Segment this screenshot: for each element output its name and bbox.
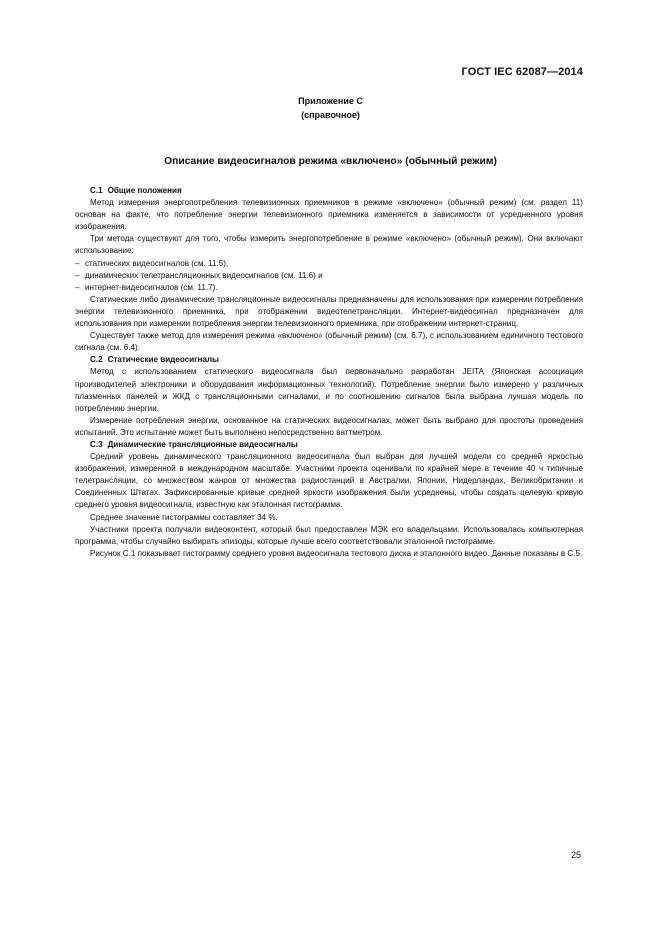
appendix-heading <box>0 94 661 122</box>
paragraph: Существует также метод для измерения режима «включено» (обычный режим) (см. 6.7), с использованием единичного тестового сигнала (см. 6.4). <box>75 331 583 353</box>
section-title: Динамические трансляционные видеосигналы <box>107 439 298 449</box>
section-title: Общие положения <box>107 186 182 195</box>
section-number: С.1 <box>90 186 103 195</box>
page-number: 25 <box>570 850 581 860</box>
paragraph: Рисунок С.1 показывает гистограмму среднего уровня видеосигнала тестового диска и эталонного видео. Данные показаны в С.5. <box>90 548 583 558</box>
paragraph: Средний уровень динамического трансляционного видеосигнала был выбран для лучшей модели со средней яркостью изображения, измеренной в международном масштабе. Участники проекта оценивали по крайней мере в течение 40 ч типичные телетрансляции, со множеством жанров от множества радиостанций в Австралии, Японии, Нидерландах, Великобритании и Соединенных Штатах. Зафиксированные кривые средней яркости изображения были усреднены, чтобы создать целевую кривую среднего уровня видеосигнала, известную как эталонная гистограмма. <box>75 452 583 510</box>
list-item: – интернет-видеосигналов (см. 11.7). <box>75 282 218 292</box>
paragraph: Метод измерения энергопотребления телевизионных приемников в режиме «включено» (обычный режим) (см. раздел 11) основан на факте, что потребление энергии телевизионного приемника изменяется в зависимости от усредненного уровня изображения. <box>75 198 583 232</box>
document-title: Описание видеосигналов режима «включено» (обычный режим) <box>164 156 497 167</box>
paragraph: Среднее значение гистограммы составляет 34 %. <box>90 512 278 522</box>
section-title: Статические видеосигналы <box>107 355 219 365</box>
list-item: – динамических телетрансляционных видеосигналов (см. 11.6) и <box>75 270 323 280</box>
appendix-title: Приложение С <box>298 96 363 106</box>
section-heading-c2 <box>75 354 583 366</box>
paragraph: Участники проекта получали видеоконтент, который был предоставлен МЭК его владельцами. Использовалась компьютерная программа, чтобы случайно выбирать эпизоды, которые лучше всего соответствовали эталонной гистограмме. <box>75 524 583 546</box>
paragraph: Измерение потребления энергии, основанное на статических видеосигналах, может быть выбрано для простоты проведения испытаний. Это испытание может быть выполнено непосредственно ваттметром. <box>75 415 583 437</box>
list-item: – статических видеосигналов (см. 11.5), <box>75 258 229 268</box>
appendix-subtitle: (справочное) <box>301 110 360 120</box>
paragraph: Метод с использованием статического видеосигнала был первоначально разработан JEITA (Японская ассоциация производителей электроники и оборудования информационных технологий). Потребление энергии было измерено у различных плазменных панелей и ЖКД с трансляционными сигналами, и по соотношению сигналов была выбрана лучшая модель по потреблению энергии. <box>75 367 583 413</box>
section-number: С.3 <box>90 439 103 449</box>
section-heading-c1 <box>75 185 583 197</box>
standard-code: ГОСТ IEC 62087—2014 <box>461 66 583 78</box>
document-body <box>75 185 583 560</box>
paragraph: Статические либо динамические трансляционные видеосигналы предназначены для использования при измерении потребления энергии телевизионного приемника, при отображении видеотелетрансляции. Интернет-видеосигнал предназначен для использования при измерении потребления энергии телевизионного приемника, при отображении интернет-страниц. <box>75 294 583 329</box>
section-number: С.2 <box>90 355 103 365</box>
paragraph: Три метода существуют для того, чтобы измерить энергопотребление в режиме «включено» (обычный режим). Они включают использование: <box>75 234 583 256</box>
section-heading-c3 <box>75 439 583 451</box>
